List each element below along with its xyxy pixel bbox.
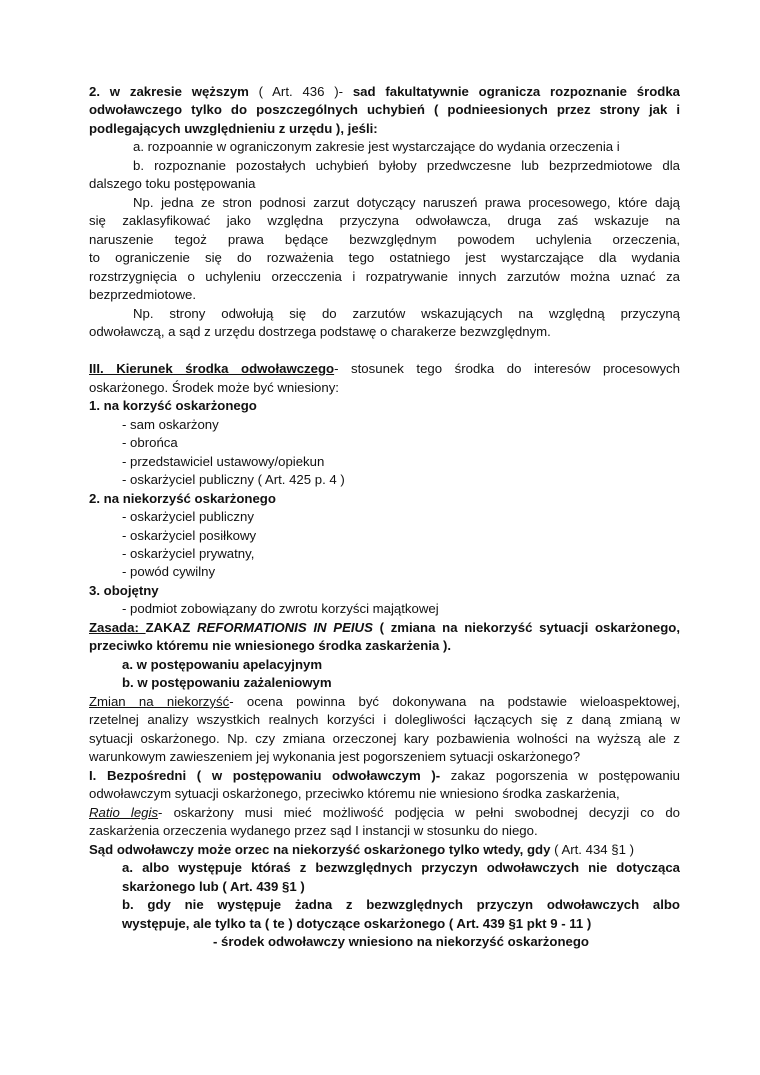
text-segment: - sam oskarżony — [122, 416, 219, 432]
text-segment: a. w postępowaniu apelacyjnym — [122, 656, 323, 672]
text-line — [122, 562, 680, 581]
text-line — [89, 581, 680, 600]
text-line — [122, 526, 680, 545]
text-segment: a. rozpoannie w ograniczonym zakresie jest wystarczające do wydania orzeczenia i — [133, 139, 620, 155]
text-segment: zakaz pogorszenia w postępowaniu — [440, 767, 680, 783]
text-line — [89, 211, 680, 230]
text-line — [122, 877, 680, 896]
text-line — [133, 137, 680, 156]
text-line — [89, 100, 680, 119]
text-segment: I. Bezpośredni ( w postępowaniu odwoławczym )- — [89, 767, 441, 783]
text-segment: odwoławczego tylko do poszczególnych uchybień ( podnieesionych przez strony jak i — [89, 102, 680, 118]
text-line — [122, 470, 680, 489]
text-segment: Zmian na niekorzyść — [89, 693, 230, 709]
text-line — [89, 618, 680, 637]
text-segment: Ratio legis — [89, 804, 159, 820]
text-line — [122, 544, 680, 563]
text-line — [89, 747, 680, 766]
text-segment: 1. na korzyść oskarżonego — [89, 398, 257, 414]
text-segment: oskarżonego. Środek może być wniesiony: — [89, 379, 339, 395]
text-line — [122, 452, 680, 471]
text-segment: - oskarżyciel posiłkowy — [122, 527, 257, 543]
text-segment: - środek odwoławczy wniesiono na niekorzyść oskarżonego — [213, 934, 589, 950]
text-line — [89, 267, 680, 286]
text-segment: bezprzedmiotowe. — [89, 287, 197, 303]
text-segment: REFORMATIONIS IN PEIUS — [197, 619, 373, 635]
text-segment: 3. obojętny — [89, 582, 159, 598]
text-line — [89, 692, 680, 711]
text-line — [133, 304, 680, 323]
text-segment: sytuacji oskarżonego. Np. czy zmiana orzeczonej kary pozbawienia wolności na wyższą ale z — [89, 730, 680, 746]
text-line — [122, 858, 680, 877]
text-line — [122, 655, 680, 674]
text-line — [89, 489, 680, 508]
text-line — [133, 156, 680, 175]
text-segment: 2. w zakresie węższym — [89, 84, 259, 99]
text-segment: odwoławczą, a sąd z urzędu dostrzega podstawę o charakerze bezwzględnym. — [89, 324, 551, 340]
text-segment: - stosunek tego środka do interesów procesowych — [334, 361, 680, 377]
text-segment: b. gdy nie występuje żadna z bezwzględnych przyczyn odwoławczych albo — [122, 897, 680, 913]
text-line — [122, 895, 680, 914]
text-segment: - oskarżyciel publiczny — [122, 509, 254, 525]
text-segment: b. w postępowaniu zażaleniowym — [122, 675, 332, 691]
text-segment: odwoławczym sytuacji oskarżonego, przeciwko któremu nie wniesiono środka zaskarżenia, — [89, 786, 620, 802]
text-segment: Np. strony odwołują się do zarzutów wskazujących na względną przyczyną — [133, 305, 680, 321]
text-segment: to ograniczenie się do rozważenia tego ostatniego jest wystarczające dla wydania — [89, 250, 680, 266]
text-segment: warunkowym zawieszeniem jej wykonania jest pogorszeniem sytuacji oskarżonego? — [89, 749, 581, 765]
text-segment: dalszego toku postępowania — [89, 176, 256, 192]
text-line — [89, 119, 680, 138]
text-line — [89, 396, 680, 415]
text-segment: III. Kierunek środka odwoławczego — [89, 361, 335, 377]
text-segment: - obrońca — [122, 435, 178, 451]
text-line — [89, 359, 680, 378]
text-segment: rozstrzygnięcia o uchyleniu orzecczenia i rozpatrywanie innych zarzutów można uznać za — [89, 268, 680, 284]
text-segment: - podmiot zobowiązany do zwrotu korzyści majątkowej — [122, 601, 439, 617]
text-segment: - przedstawiciel ustawowy/opiekun — [122, 453, 325, 469]
text-segment: sad fakultatywnie ogranicza rozpoznanie środka — [352, 84, 680, 99]
text-segment: b. rozpoznanie pozostałych uchybień byłoby przedwczesne lub bezprzedmiotowe dla — [133, 157, 680, 173]
text-segment: przeciwko któremu nie wniesionego środka zaskarżenia ). — [89, 638, 452, 654]
text-segment: skarżonego lub ( Art. 439 §1 ) — [122, 878, 305, 894]
text-segment: ( Art. 436 )- — [258, 84, 353, 99]
text-line — [89, 636, 680, 655]
text-segment: zaskarżenia orzeczenia wydanego przez sąd I instancji w stosunku do niego. — [89, 823, 538, 839]
text-line — [89, 230, 680, 249]
text-line — [213, 932, 680, 951]
text-segment: naruszenie tegoż prawa będące bezwzględnym powodem uchylenia orzeczenia, — [89, 231, 680, 247]
text-line — [89, 710, 680, 729]
text-line — [89, 322, 680, 341]
text-segment: Zasada: — [89, 619, 146, 635]
text-line — [122, 599, 680, 618]
text-segment: występuje, ale tylko ta ( te ) dotyczące oskarżonego ( Art. 439 §1 pkt 9 - 11 ) — [122, 915, 592, 931]
text-segment: ZAKAZ — [145, 619, 197, 635]
text-segment: Sąd odwoławczy może orzec na niekorzyść oskarżonego tylko wtedy, gdy — [89, 841, 551, 857]
text-line — [89, 784, 680, 803]
text-line — [89, 82, 680, 101]
text-segment: - oskarżyciel prywatny, — [122, 546, 255, 561]
text-line — [89, 729, 680, 748]
text-line — [89, 803, 680, 822]
text-segment: podlegających uwzględnieniu z urzędu ), jeśli: — [89, 120, 378, 136]
text-line — [89, 840, 680, 859]
text-line — [122, 673, 680, 692]
text-line — [89, 285, 680, 304]
text-line — [89, 378, 680, 397]
text-segment: rzetelnej analizy wszystkich realnych korzyści i dolegliwości łączących się z daną zmianą w — [89, 712, 680, 728]
text-segment: ( zmiana na niekorzyść sytuacji oskarżonego, — [372, 619, 680, 635]
text-line — [89, 248, 680, 267]
text-line — [122, 415, 680, 434]
text-line — [122, 507, 680, 526]
text-segment: - oskarżyciel publiczny ( Art. 425 p. 4 ) — [122, 472, 345, 488]
text-segment: - powód cywilny — [122, 564, 216, 580]
text-segment: - oskarżony musi mieć możliwość podjęcia w pełni swobodnej decyzji co do — [158, 804, 680, 820]
text-line — [89, 766, 680, 785]
text-segment: - ocena powinna być dokonywana na podstawie wieloaspektowej, — [229, 693, 680, 709]
text-line — [133, 193, 680, 212]
text-segment: Np. jedna ze stron podnosi zarzut dotyczący naruszeń prawa procesowego, które dają — [133, 194, 680, 210]
text-segment: a. albo występuje któraś z bezwzględnych przyczyn odwoławczych nie dotycząca — [122, 860, 680, 876]
text-line — [89, 174, 680, 193]
text-segment: ( Art. 434 §1 ) — [550, 841, 635, 857]
text-segment: 2. na niekorzyść oskarżonego — [89, 490, 276, 506]
text-line — [122, 433, 680, 452]
text-line — [89, 821, 680, 840]
text-line — [122, 914, 680, 933]
text-segment: się zaklasyfikować jako względna przyczyna odwoławcza, druga zaś wskazuje na — [89, 213, 680, 229]
